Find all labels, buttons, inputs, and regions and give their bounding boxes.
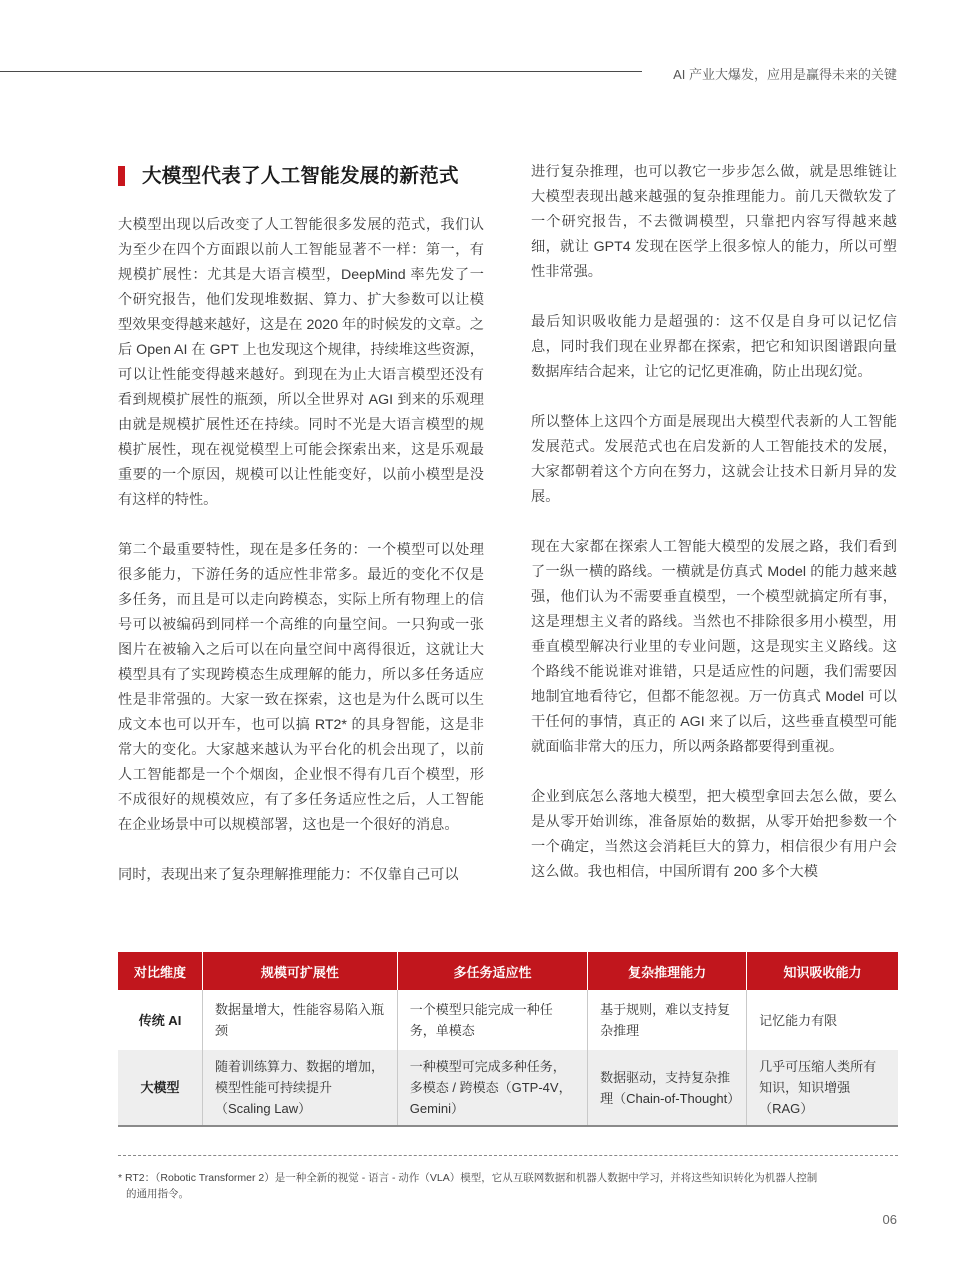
row-label: 大模型 — [118, 1050, 203, 1126]
table-row — [118, 1050, 898, 1126]
table-row — [118, 990, 898, 1050]
table-cell: 数据驱动，支持复杂推理（Chain-of-Thought） — [588, 1050, 747, 1126]
paragraph: 企业到底怎么落地大模型，把大模型拿回去怎么做，要么是从零开始训练，准备原始的数据，从零开始把参数一个一个确定，当然这会消耗巨大的算力，相信很少有用户会这么做。我也相信，中国所谓有 200 多个大模 — [531, 789, 897, 880]
paragraph: 大模型出现以后改变了人工智能很多发展的范式，我们认为至少在四个方面跟以前人工智能显著不一样：第一，有规模扩展性：尤其是大语言模型，DeepMind 率先发了一个研究报告，他们发现堆数据、算力、扩大参数可以让模型效果变得越来越好，这是在 2020 年的时候发的文章。之后 Open AI 在 GPT 上也发现这个规律，持续堆这些资源，可以让性能变得越来越好。到现在为止大语言模型还没有看到规模扩展性的瓶颈，所以全世界对 AGI 到来的乐观理由就是规模扩展性还在持续。同时不光是大语言模型的规模扩展性，现在视觉模型上可能会探索出来，这是乐观最重要的一个原因，规模可以让性能变好，以前小模型是没有这样的特性。 — [118, 217, 484, 508]
paragraph: 最后知识吸收能力是超强的：这不仅是自身可以记忆信息，同时我们现在业界都在探索，把它和知识图谱跟向量数据库结合起来，让它的记忆更准确，防止出现幻觉。 — [531, 314, 897, 380]
right-column — [531, 160, 897, 910]
section-title: 大模型代表了人工智能发展的新范式 — [142, 164, 459, 187]
footnote-line: * RT2：（Robotic Transformer 2）是一种全新的视觉 - 语言 - 动作（VLA）模型，它从互联网数据和机器人数据中学习，并将这些知识转化为机器人控制 — [118, 1172, 818, 1184]
paragraph: 进行复杂推理，也可以教它一步步怎么做，就是思维链让大模型表现出越来越强的复杂推理能力。前几天微软发了一个研究报告，不去微调模型，只靠把内容写得越来越细，就让 GPT4 发现在医学上很多惊人的能力，所以可塑性非常强。 — [531, 164, 897, 280]
paragraph: 同时，表现出来了复杂理解推理能力：不仅靠自己可以 — [118, 867, 459, 883]
paragraph: 所以整体上这四个方面是展现出大模型代表新的人工智能发展范式。发展范式也在启发新的人工智能技术的发展，大家都朝着这个方向在努力，这就会让技术日新月异的发展。 — [531, 414, 897, 505]
header-title: AI 产业大爆发，应用是赢得未来的关键 — [673, 67, 897, 82]
page-number: 06 — [882, 1212, 897, 1227]
footnote-line: 的通用指令。 — [126, 1188, 189, 1200]
table-cell: 基于规则，难以支持复杂推理 — [588, 990, 747, 1050]
comparison-table — [118, 952, 898, 1127]
table-cell: 几乎可压缩人类所有知识，知识增强（RAG） — [747, 1050, 898, 1126]
section-accent-bar — [118, 166, 125, 186]
left-column — [118, 160, 484, 913]
table-cell: 一种模型可完成多种任务，多模态 / 跨模态（GTP-4V，Gemini） — [397, 1050, 587, 1126]
table-cell: 随着训练算力、数据的增加，模型性能可持续提升（Scaling Law） — [203, 1050, 398, 1126]
section-heading — [118, 163, 484, 189]
table-cell: 记忆能力有限 — [747, 990, 898, 1050]
table-header-cell: 知识吸收能力 — [747, 952, 898, 990]
table-header-cell: 多任务适应性 — [397, 952, 587, 990]
table-header-cell: 规模可扩展性 — [203, 952, 398, 990]
paragraph: 现在大家都在探索人工智能大模型的发展之路，我们看到了一纵一横的路线。一横就是仿真式 Model 的能力越来越强，他们认为不需要垂直模型，一个模型就搞定所有事，这是理想主义者的路线。当然也不排除很多用小模型，用垂直模型解决行业里的专业问题，这是现实主义路线。这个路线不能说谁对谁错，只是适应性的问题，我们需要因地制宜地看待它，但都不能忽视。万一仿真式 Model 可以干任何的事情，真正的 AGI 来了以后，这些垂直模型可能就面临非常大的压力，所以两条路都要得到重视。 — [531, 539, 897, 755]
row-label: 传统 AI — [118, 990, 203, 1050]
header-rule — [0, 71, 642, 72]
paragraph: 第二个最重要特性，现在是多任务的：一个模型可以处理很多能力，下游任务的适应性非常多。最近的变化不仅是多任务，而且是可以走向跨模态，实际上所有物理上的信号可以被编码到同样一个高维的向量空间。一只狗或一张图片在被输入之后可以在向量空间中离得很近，这就让大模型具有了实现跨模态生成理解的能力，所以多任务适应性是非常强的。大家一致在探索，这也是为什么既可以生成文本也可以开车，也可以搞 RT2* 的具身智能，这是非常大的变化。大家越来越认为平台化的机会出现了，以前人工智能都是一个个烟囱，企业恨不得有几百个模型，形不成很好的规模效应，有了多任务适应性之后，人工智能在企业场景中可以规模部署，这也是一个很好的消息。 — [118, 542, 484, 833]
table-cell: 一个模型只能完成一种任务，单模态 — [397, 990, 587, 1050]
footnote — [118, 1170, 898, 1202]
table-header-row — [118, 952, 898, 990]
table-header-cell: 复杂推理能力 — [588, 952, 747, 990]
table-header-cell: 对比维度 — [118, 952, 203, 990]
table-cell: 数据量增大，性能容易陷入瓶颈 — [203, 990, 398, 1050]
footnote-divider — [118, 1155, 898, 1156]
